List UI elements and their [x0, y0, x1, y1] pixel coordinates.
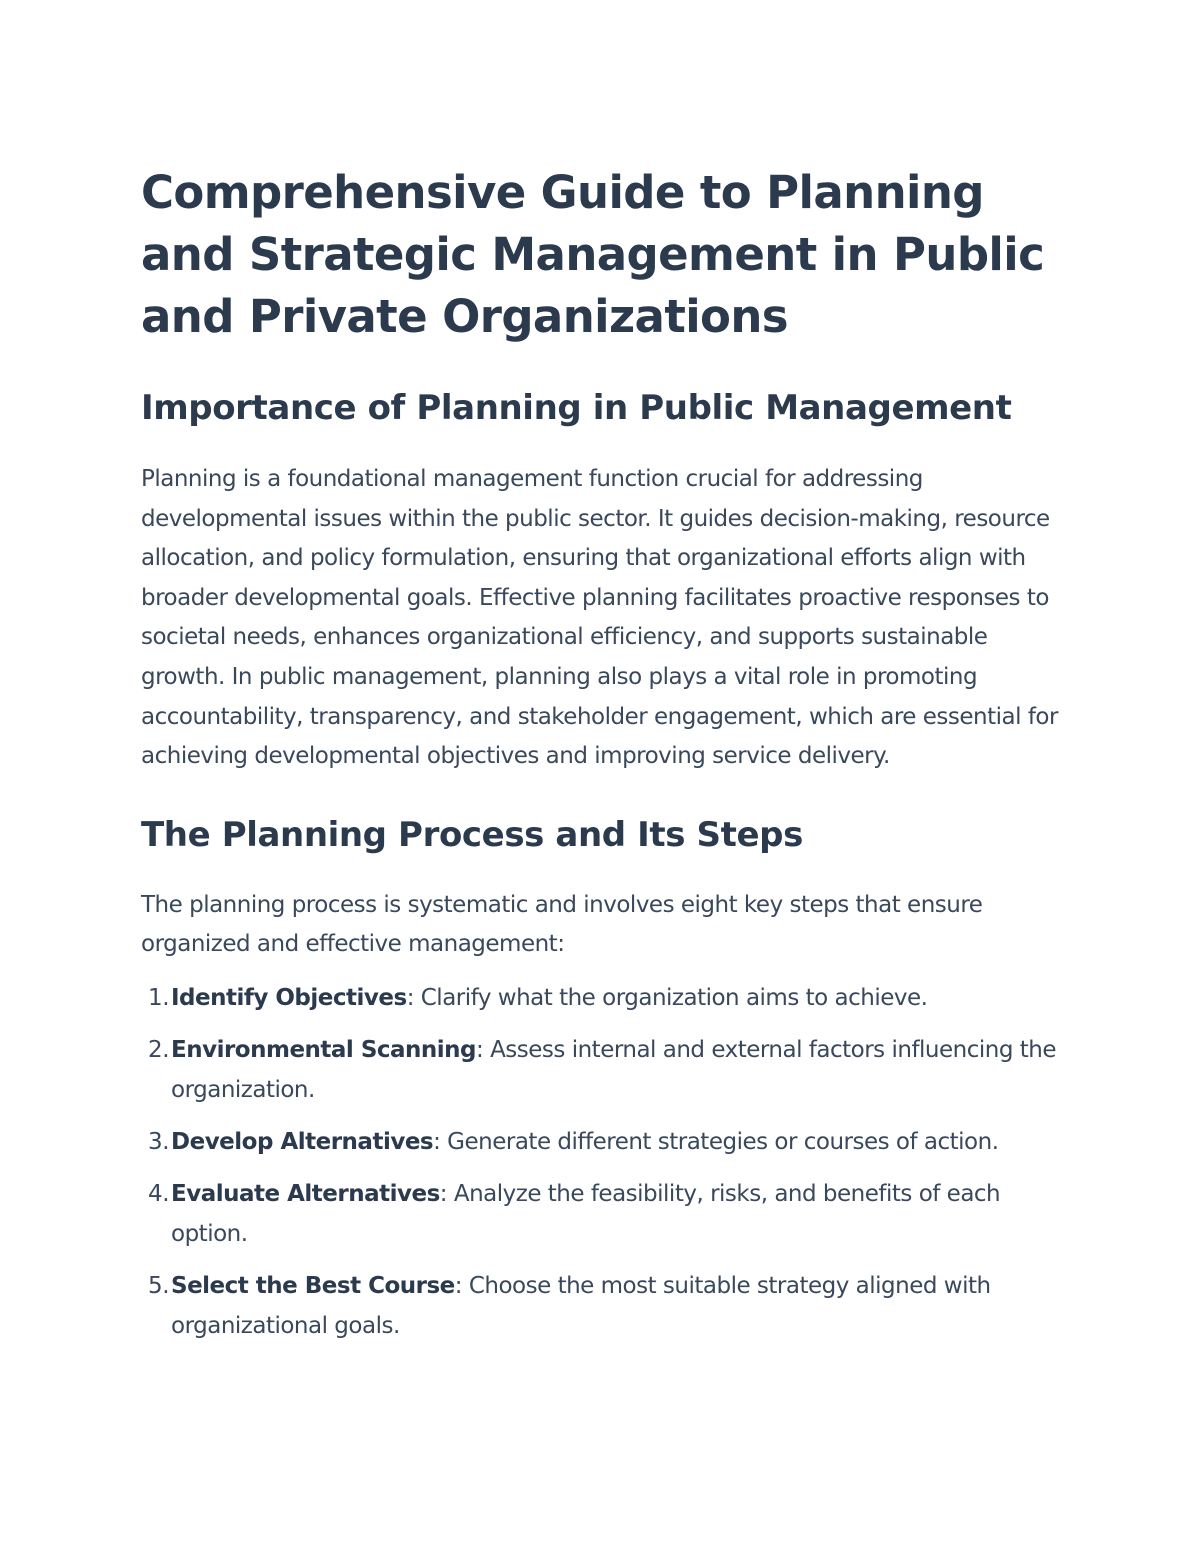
- list-item: [141, 1174, 1071, 1254]
- list-item-text: : Clarify what the organization aims to achieve.: [406, 984, 928, 1011]
- document-page: [141, 162, 1071, 1358]
- list-item-title: Develop Alternatives: [171, 1128, 434, 1155]
- planning-steps-list: [141, 978, 1071, 1346]
- section-paragraph-process: The planning process is systematic and involves eight key steps that ensure organized and effective management:: [141, 891, 983, 958]
- list-item-number: 5 .: [141, 1266, 169, 1306]
- list-item: [141, 1030, 1071, 1110]
- list-item-title: Evaluate Alternatives: [171, 1180, 440, 1207]
- list-item-text: : Generate different strategies or courses of action.: [433, 1128, 999, 1155]
- list-item-title: Identify Objectives: [171, 984, 407, 1011]
- list-item-text: : Choose the most suitable strategy aligned with organizational goals.: [171, 1272, 991, 1339]
- list-item-number: 1 .: [141, 978, 169, 1018]
- section-paragraph-importance: Planning is a foundational management function crucial for addressing developmental issues within the public sector. It guides decision-making, resource allocation, and policy formulation, ensuring that organizational efforts align with broader developmental goals. Effective planning facilitates proactive responses to societal needs, enhances organizational efficiency, and supports sustainable growth. In public management, planning also plays a vital role in promoting accountability, transparency, and stakeholder engagement, which are essential for achieving developmental objectives and improving service delivery.: [141, 466, 1058, 770]
- list-item-number: 3 .: [141, 1122, 169, 1162]
- section-heading-process: The Planning Process and Its Steps: [141, 814, 803, 855]
- list-item-title: Environmental Scanning: [171, 1036, 477, 1063]
- list-item: [141, 1122, 1071, 1162]
- list-item-text: : Assess internal and external factors influencing the organization.: [171, 1036, 1056, 1103]
- list-item-number: 4 .: [141, 1174, 169, 1214]
- list-item-text: : Analyze the feasibility, risks, and benefits of each option.: [171, 1180, 1001, 1247]
- list-item: [141, 1266, 1071, 1346]
- list-item-number: 2 .: [141, 1030, 169, 1070]
- section-heading-importance: Importance of Planning in Public Management: [141, 388, 1012, 428]
- list-item-title: Select the Best Course: [171, 1272, 455, 1299]
- document-title: Comprehensive Guide to Planning and Strategic Management in Public and Private Organizations: [141, 166, 1045, 343]
- list-item: [141, 978, 1071, 1018]
